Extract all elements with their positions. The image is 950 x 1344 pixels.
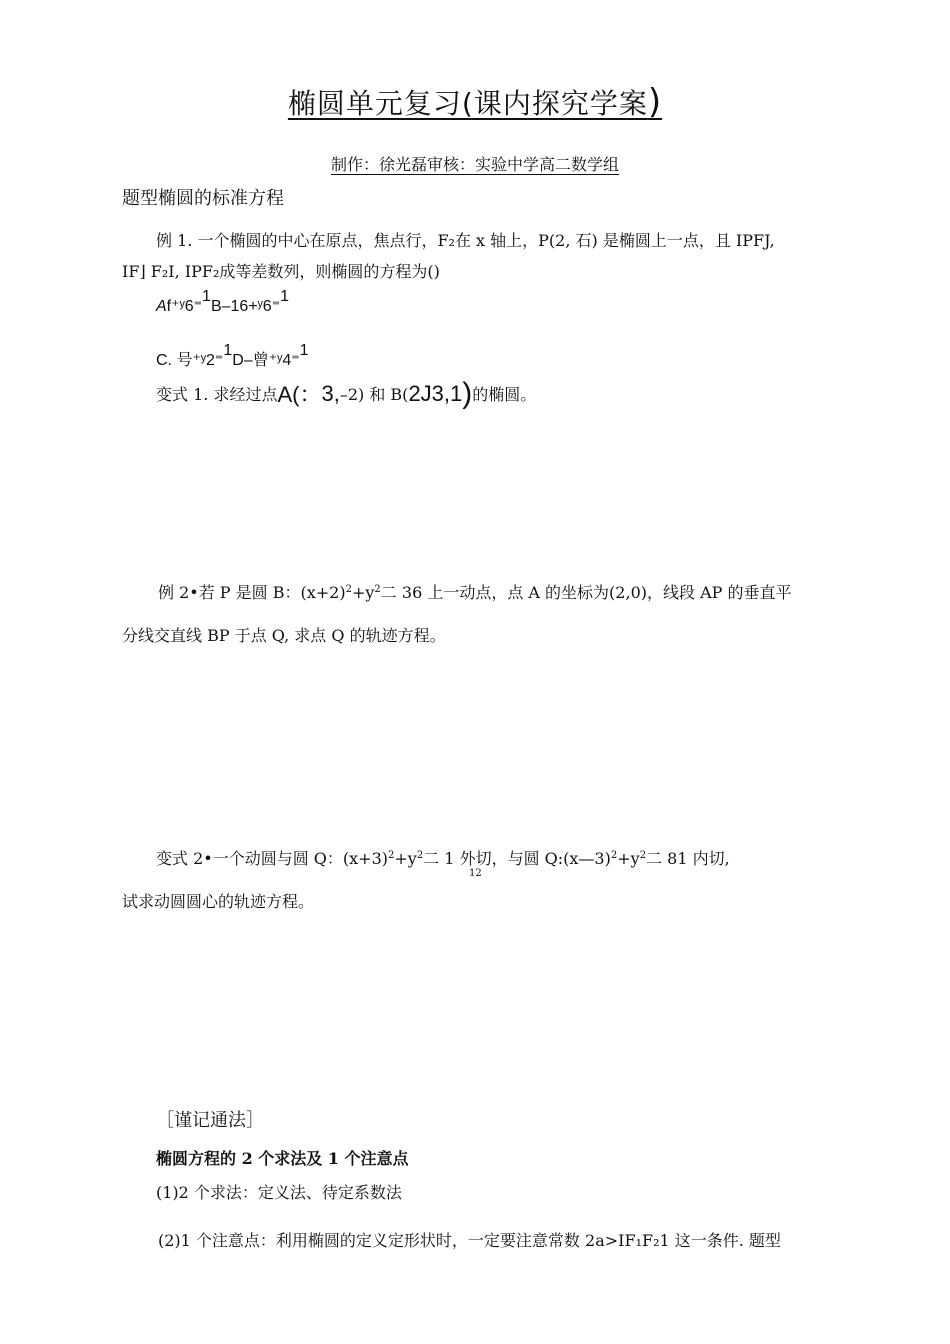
example-2-line-2: 分线交直线 BP 于点 Q, 求点 Q 的轨迹方程。 <box>122 626 446 645</box>
square-exponent: 2 <box>388 850 395 861</box>
point-b: 2J3,1 <box>408 380 463 406</box>
notes-item-2: (2)1 个注意点：利用椭圆的定义定形状时，一定要注意常数 2a>IF₁F₂1 这一条件. 题型 <box>158 1231 781 1250</box>
footnote-12: 12 <box>469 868 482 879</box>
author-byline: 制作：徐光磊审核：实验中学高二数学组 <box>330 155 619 174</box>
notes-bold-line: 椭圆方程的 2 个求法及 1 个注意点 <box>156 1149 409 1168</box>
variant-1-prefix: 变式 1. 求经过点 <box>156 385 278 404</box>
variant-1-mid: –2) 和 B( <box>339 385 409 404</box>
point-a: A(： <box>277 382 322 407</box>
point-a-coord: 3, <box>321 380 340 406</box>
option-a-label: A <box>156 298 167 315</box>
variant-2-part-c: 二 1 外切，与圆 Q:(x—3) <box>423 849 611 868</box>
option-c-one: 1 <box>223 342 233 359</box>
square-exponent: 2 <box>374 584 381 595</box>
example-2-part-a: 例 2•若 P 是圆 B：(x+2) <box>158 583 346 602</box>
option-a-one: 1 <box>202 288 211 305</box>
option-a-text: f⁺ʸ6⁼ <box>166 298 203 315</box>
square-exponent: 2 <box>345 584 352 595</box>
example-1-options-ab <box>156 288 290 316</box>
square-exponent: 2 <box>639 850 647 861</box>
notes-heading: ［谨记通法］ <box>156 1110 264 1130</box>
option-b-one: 1 <box>280 288 290 305</box>
notes-item-1: (1)2 个求法：定义法、待定系数法 <box>156 1183 402 1202</box>
variant-1-suffix: 的椭圆。 <box>472 385 537 404</box>
page-title: 椭圆单元复习(课内探究学案) <box>287 82 663 122</box>
variant-2-part-b: +y <box>394 849 417 868</box>
option-d-one: 1 <box>299 342 309 359</box>
variant-2-line-1 <box>156 846 730 869</box>
example-2-part-b: +y <box>351 583 375 602</box>
example-1-options-cd <box>156 342 309 370</box>
variant-2-part-e: 二 81 内切, <box>646 849 730 868</box>
square-exponent: 2 <box>610 850 618 861</box>
variant-1 <box>156 378 536 409</box>
example-2-part-c: 二 36 上一动点，点 A 的坐标为(2,0)，线段 AP 的垂直平 <box>380 583 792 602</box>
square-exponent: 2 <box>416 850 424 861</box>
option-d-text: D–曾⁺ʸ4⁼ <box>232 352 300 369</box>
example-1-line-1: 例 1. 一个椭圆的中心在原点，焦点行，F₂在 x 轴上，P(2, 石) 是椭圆上一点，且 IPFJ, <box>156 231 775 250</box>
section-heading: 题型椭圆的标准方程 <box>122 188 284 209</box>
option-c-text: C. 号⁺ʸ2⁼ <box>156 352 224 369</box>
option-b-text: B–16+ʸ6⁼ <box>210 298 281 315</box>
example-1-line-2: IF⌋ F₂I, IPF₂成等差数列，则椭圆的方程为() <box>122 262 440 281</box>
point-b-close: ) <box>462 376 473 410</box>
variant-2-part-d: +y <box>617 849 640 868</box>
example-2-line-1 <box>158 580 791 603</box>
variant-2-part-a: 变式 2•一个动圆与圆 Q：(x+3) <box>156 849 389 868</box>
variant-2-line-2: 试求动圆圆心的轨迹方程。 <box>122 892 315 911</box>
